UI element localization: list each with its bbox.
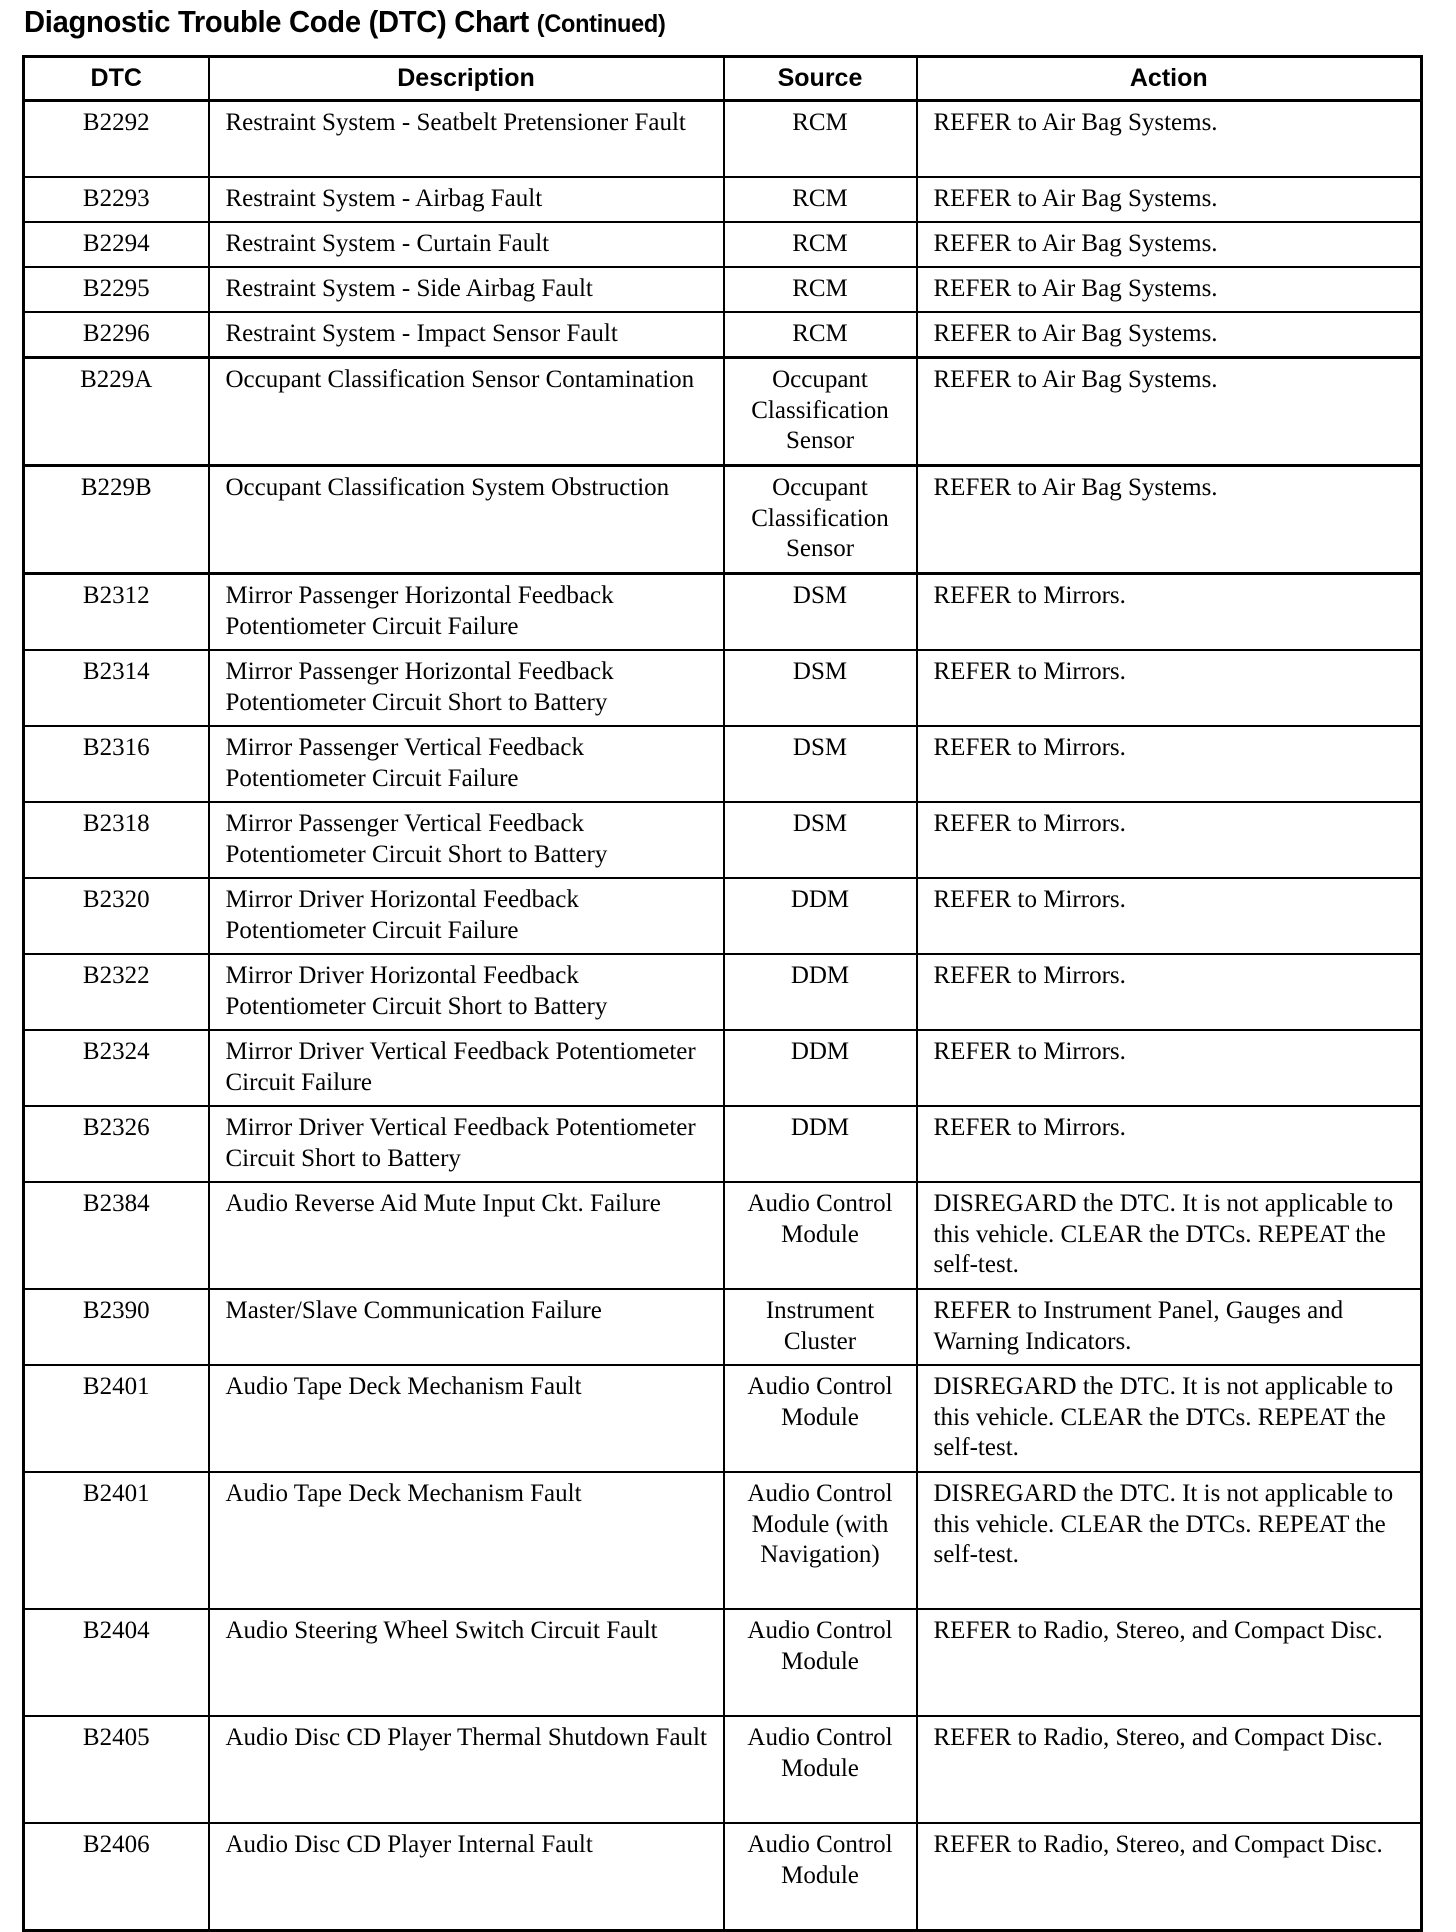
dtc-cell: B2401 xyxy=(24,1365,209,1472)
action-cell: REFER to Mirrors. xyxy=(917,1030,1422,1106)
dtc-cell: B2406 xyxy=(24,1823,209,1931)
header-description: Description xyxy=(209,57,724,101)
dtc-cell: B2384 xyxy=(24,1182,209,1289)
action-cell: REFER to Mirrors. xyxy=(917,878,1422,954)
dtc-cell: B2295 xyxy=(24,267,209,312)
table-row xyxy=(24,267,1422,312)
description-cell: Audio Tape Deck Mechanism Fault xyxy=(209,1472,724,1609)
dtc-cell: B2390 xyxy=(24,1289,209,1365)
description-cell: Master/Slave Communication Failure xyxy=(209,1289,724,1365)
dtc-cell: B2293 xyxy=(24,177,209,222)
description-cell: Mirror Passenger Vertical Feedback Potentiometer Circuit Failure xyxy=(209,726,724,802)
source-cell: RCM xyxy=(724,267,917,312)
table-row xyxy=(24,954,1422,1030)
table-row xyxy=(24,574,1422,651)
action-cell: REFER to Air Bag Systems. xyxy=(917,267,1422,312)
table-row xyxy=(24,1609,1422,1716)
dtc-cell: B2314 xyxy=(24,650,209,726)
action-cell: REFER to Radio, Stereo, and Compact Disc. xyxy=(917,1823,1422,1931)
source-cell: DSM xyxy=(724,802,917,878)
table-row xyxy=(24,1289,1422,1365)
description-cell: Restraint System - Side Airbag Fault xyxy=(209,267,724,312)
description-cell: Audio Steering Wheel Switch Circuit Fault xyxy=(209,1609,724,1716)
dtc-cell: B2324 xyxy=(24,1030,209,1106)
source-cell: RCM xyxy=(724,101,917,178)
description-cell: Audio Tape Deck Mechanism Fault xyxy=(209,1365,724,1472)
description-cell: Mirror Passenger Horizontal Feedback Potentiometer Circuit Short to Battery xyxy=(209,650,724,726)
source-cell: RCM xyxy=(724,222,917,267)
action-cell: REFER to Instrument Panel, Gauges and Warning Indicators. xyxy=(917,1289,1422,1365)
source-cell: Audio Control Module xyxy=(724,1609,917,1716)
page-title xyxy=(24,4,666,40)
description-cell: Mirror Passenger Horizontal Feedback Potentiometer Circuit Failure xyxy=(209,574,724,651)
table-row xyxy=(24,650,1422,726)
table-row xyxy=(24,1823,1422,1931)
dtc-cell: B2405 xyxy=(24,1716,209,1823)
source-cell: DDM xyxy=(724,1030,917,1106)
dtc-cell: B2322 xyxy=(24,954,209,1030)
action-cell: REFER to Mirrors. xyxy=(917,802,1422,878)
table-row xyxy=(24,312,1422,358)
action-cell: REFER to Air Bag Systems. xyxy=(917,101,1422,178)
action-cell: DISREGARD the DTC. It is not applicable to this vehicle. CLEAR the DTCs. REPEAT the self-test. xyxy=(917,1182,1422,1289)
table-row xyxy=(24,358,1422,466)
dtc-cell: B229B xyxy=(24,466,209,574)
action-cell: REFER to Radio, Stereo, and Compact Disc. xyxy=(917,1716,1422,1823)
description-cell: Audio Reverse Aid Mute Input Ckt. Failure xyxy=(209,1182,724,1289)
source-cell: Audio Control Module xyxy=(724,1716,917,1823)
table-header-row xyxy=(24,57,1422,101)
source-cell: DDM xyxy=(724,1106,917,1182)
page-title-main: Diagnostic Trouble Code (DTC) Chart xyxy=(24,4,529,39)
dtc-cell: B2326 xyxy=(24,1106,209,1182)
source-cell: RCM xyxy=(724,312,917,358)
table-row xyxy=(24,802,1422,878)
dtc-cell: B2401 xyxy=(24,1472,209,1609)
description-cell: Restraint System - Airbag Fault xyxy=(209,177,724,222)
header-action: Action xyxy=(917,57,1422,101)
page-title-suffix: (Continued) xyxy=(536,10,666,38)
dtc-cell: B2316 xyxy=(24,726,209,802)
table-row xyxy=(24,101,1422,178)
description-cell: Mirror Driver Vertical Feedback Potentiometer Circuit Short to Battery xyxy=(209,1106,724,1182)
table-row xyxy=(24,222,1422,267)
table-row xyxy=(24,1106,1422,1182)
source-cell: Audio Control Module (with Navigation) xyxy=(724,1472,917,1609)
description-cell: Occupant Classification System Obstruction xyxy=(209,466,724,574)
source-cell: DDM xyxy=(724,878,917,954)
table-row xyxy=(24,1365,1422,1472)
dtc-cell: B2292 xyxy=(24,101,209,178)
action-cell: REFER to Mirrors. xyxy=(917,574,1422,651)
dtc-cell: B2312 xyxy=(24,574,209,651)
description-cell: Occupant Classification Sensor Contamination xyxy=(209,358,724,466)
table-row xyxy=(24,726,1422,802)
dtc-cell: B2320 xyxy=(24,878,209,954)
action-cell: REFER to Air Bag Systems. xyxy=(917,466,1422,574)
dtc-cell: B229A xyxy=(24,358,209,466)
table-row xyxy=(24,878,1422,954)
source-cell: DSM xyxy=(724,574,917,651)
action-cell: DISREGARD the DTC. It is not applicable to this vehicle. CLEAR the DTCs. REPEAT the self-test. xyxy=(917,1365,1422,1472)
table-row xyxy=(24,1182,1422,1289)
table-row xyxy=(24,1472,1422,1609)
source-cell: Occupant Classification Sensor xyxy=(724,466,917,574)
action-cell: REFER to Mirrors. xyxy=(917,726,1422,802)
description-cell: Audio Disc CD Player Thermal Shutdown Fault xyxy=(209,1716,724,1823)
header-source: Source xyxy=(724,57,917,101)
source-cell: Occupant Classification Sensor xyxy=(724,358,917,466)
action-cell: REFER to Mirrors. xyxy=(917,954,1422,1030)
description-cell: Mirror Driver Vertical Feedback Potentiometer Circuit Failure xyxy=(209,1030,724,1106)
table-row xyxy=(24,466,1422,574)
table-row xyxy=(24,177,1422,222)
action-cell: DISREGARD the DTC. It is not applicable to this vehicle. CLEAR the DTCs. REPEAT the self-test. xyxy=(917,1472,1422,1609)
action-cell: REFER to Radio, Stereo, and Compact Disc. xyxy=(917,1609,1422,1716)
source-cell: DDM xyxy=(724,954,917,1030)
description-cell: Mirror Driver Horizontal Feedback Potentiometer Circuit Failure xyxy=(209,878,724,954)
description-cell: Audio Disc CD Player Internal Fault xyxy=(209,1823,724,1931)
source-cell: Instrument Cluster xyxy=(724,1289,917,1365)
action-cell: REFER to Mirrors. xyxy=(917,1106,1422,1182)
dtc-cell: B2294 xyxy=(24,222,209,267)
description-cell: Restraint System - Impact Sensor Fault xyxy=(209,312,724,358)
action-cell: REFER to Mirrors. xyxy=(917,650,1422,726)
source-cell: DSM xyxy=(724,650,917,726)
dtc-cell: B2296 xyxy=(24,312,209,358)
action-cell: REFER to Air Bag Systems. xyxy=(917,177,1422,222)
description-cell: Mirror Passenger Vertical Feedback Potentiometer Circuit Short to Battery xyxy=(209,802,724,878)
source-cell: Audio Control Module xyxy=(724,1823,917,1931)
description-cell: Mirror Driver Horizontal Feedback Potentiometer Circuit Short to Battery xyxy=(209,954,724,1030)
source-cell: Audio Control Module xyxy=(724,1365,917,1472)
source-cell: Audio Control Module xyxy=(724,1182,917,1289)
dtc-table xyxy=(22,55,1423,1932)
table-row xyxy=(24,1030,1422,1106)
dtc-cell: B2404 xyxy=(24,1609,209,1716)
header-dtc: DTC xyxy=(24,57,209,101)
table-row xyxy=(24,1716,1422,1823)
description-cell: Restraint System - Seatbelt Pretensioner Fault xyxy=(209,101,724,178)
source-cell: RCM xyxy=(724,177,917,222)
source-cell: DSM xyxy=(724,726,917,802)
action-cell: REFER to Air Bag Systems. xyxy=(917,358,1422,466)
description-cell: Restraint System - Curtain Fault xyxy=(209,222,724,267)
action-cell: REFER to Air Bag Systems. xyxy=(917,312,1422,358)
dtc-cell: B2318 xyxy=(24,802,209,878)
action-cell: REFER to Air Bag Systems. xyxy=(917,222,1422,267)
